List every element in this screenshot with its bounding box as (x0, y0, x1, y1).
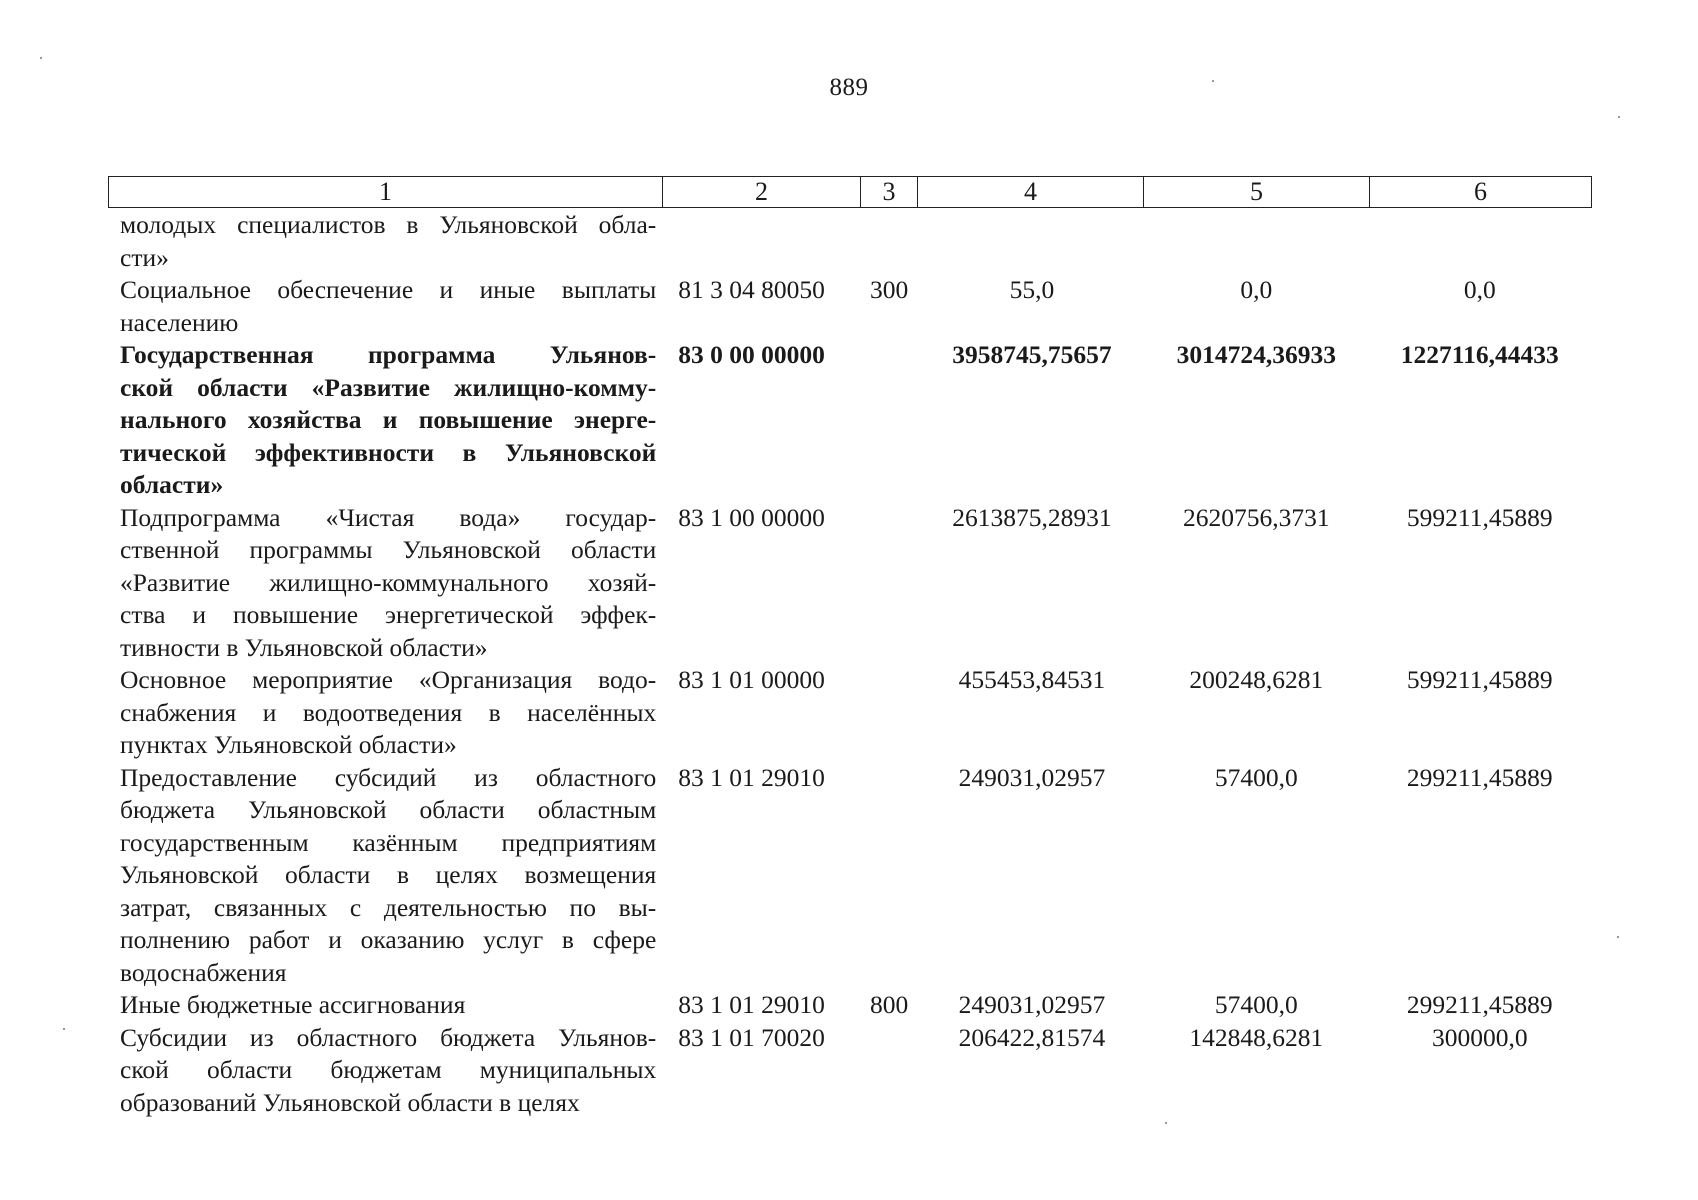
row-name-line: Иные бюджетные ассигнования (120, 990, 466, 1019)
scan-speck (63, 1028, 65, 1030)
scan-speck (1617, 936, 1619, 938)
row-name-line: снабжения и водоотведения в населённых (120, 697, 657, 727)
table-row (108, 989, 1591, 1022)
row-code: 83 1 01 00000 (678, 665, 825, 694)
table-row (108, 339, 1591, 502)
header-col-1: 1 (109, 177, 663, 208)
row-name-line: Субсидии из областного бюджета Ульянов- (120, 1022, 657, 1052)
row-name-line: Государственная программа Ульянов- (120, 340, 657, 369)
row-name-line: области» (120, 470, 224, 499)
row-name-line: «Развитие жилищно-коммунального хозяй- (120, 567, 657, 597)
row-value-year2: 142848,6281 (1189, 1022, 1324, 1052)
row-name (120, 762, 656, 990)
table-row (108, 762, 1591, 990)
row-name-line: ской области бюджетам муниципальных (120, 1055, 657, 1084)
table-row (108, 209, 1591, 274)
row-name-line: затрат, связанных с деятельностью по вы- (120, 892, 657, 922)
row-value-year3: 0,0 (1463, 275, 1496, 304)
row-value-year3: 300000,0 (1431, 1022, 1528, 1052)
header-col-6: 6 (1370, 177, 1592, 208)
row-value-year1: 55,0 (1009, 275, 1055, 304)
row-value-year2: 3014724,36933 (1176, 340, 1336, 369)
scan-speck (1212, 80, 1214, 82)
row-name-line: тивности в Ульяновской области» (120, 632, 488, 662)
row-name-line: водоснабжения (120, 957, 287, 987)
row-value-year3: 299211,45889 (1406, 762, 1553, 792)
row-name-line: тической эффективности в Ульяновской (120, 437, 657, 467)
row-name-line: образований Ульяновской области в целях (120, 1087, 580, 1117)
row-name-line: ственной программы Ульяновской области (120, 535, 657, 564)
row-name-line: пунктах Ульяновской области» (120, 730, 457, 759)
row-value-year1: 455453,84531 (958, 665, 1106, 694)
row-name-line: Социальное обеспечение и иные выплаты (120, 275, 657, 304)
row-name-line: ства и повышение энергетической эффек- (120, 600, 657, 629)
row-value-year1: 249031,02957 (958, 762, 1106, 792)
header-col-4: 4 (918, 177, 1144, 208)
row-value-year2: 57400,0 (1214, 762, 1298, 792)
row-value-year2: 0,0 (1240, 275, 1273, 304)
row-expense-type: 300 (870, 275, 909, 304)
row-name (120, 274, 656, 339)
row-name-line: Ульяновской области в целях возмещения (120, 860, 657, 889)
row-value-year1: 2613875,28931 (952, 502, 1112, 532)
row-code: 83 1 01 70020 (678, 1022, 825, 1052)
row-value-year3: 599211,45889 (1406, 502, 1553, 532)
row-code: 83 1 01 29010 (678, 762, 825, 792)
row-value-year3: 299211,45889 (1406, 990, 1553, 1019)
row-value-year3: 1227116,44433 (1400, 340, 1559, 369)
table-header (108, 176, 1592, 208)
row-name-line: нального хозяйства и повышение энерге- (120, 405, 657, 434)
row-name-line: молодых специалистов в Ульяновской обла- (120, 210, 657, 239)
row-value-year3: 599211,45889 (1406, 665, 1553, 694)
row-name-line: Предоставление субсидий из областного (120, 762, 657, 792)
row-name (120, 1022, 656, 1120)
header-col-3: 3 (861, 177, 918, 208)
header-col-5: 5 (1144, 177, 1370, 208)
row-value-year1: 249031,02957 (958, 990, 1106, 1019)
row-expense-type: 800 (870, 990, 909, 1019)
row-name-line: бюджета Ульяновской области областным (120, 795, 657, 824)
table-row (108, 274, 1591, 339)
row-code: 83 1 01 29010 (678, 990, 825, 1019)
scan-speck (1618, 116, 1620, 118)
row-name-line: Подпрограмма «Чистая вода» государ- (120, 502, 657, 532)
row-name (120, 339, 656, 502)
row-name (120, 989, 656, 1022)
row-value-year2: 57400,0 (1214, 990, 1298, 1019)
row-name (120, 502, 656, 665)
row-value-year1: 3958745,75657 (952, 340, 1112, 369)
scan-speck (1165, 1122, 1167, 1124)
row-value-year2: 2620756,3731 (1183, 502, 1330, 532)
row-name-line: ской области «Развитие жилищно-комму- (120, 372, 657, 402)
row-code: 81 3 04 80050 (678, 275, 825, 304)
row-value-year2: 200248,6281 (1189, 665, 1324, 694)
row-value-year1: 206422,81574 (958, 1022, 1106, 1052)
row-name-line: сти» (120, 242, 169, 272)
page-number: 889 (829, 74, 869, 101)
row-name-line: государственным казённым предприятиям (120, 827, 657, 857)
table-body (108, 209, 1591, 1119)
row-name-line: Основное мероприятие «Организация водо- (120, 665, 657, 694)
row-name (120, 664, 656, 762)
row-code: 83 0 00 00000 (678, 340, 825, 369)
row-name-line: населению (120, 307, 239, 337)
row-code: 83 1 00 00000 (678, 502, 825, 532)
scan-speck (40, 57, 42, 59)
header-col-2: 2 (663, 177, 861, 208)
row-name-line: полнению работ и оказанию услуг в сфере (120, 925, 657, 954)
row-name (120, 209, 656, 274)
table-row (108, 1022, 1591, 1120)
table-row (108, 502, 1591, 665)
table-row (108, 664, 1591, 762)
